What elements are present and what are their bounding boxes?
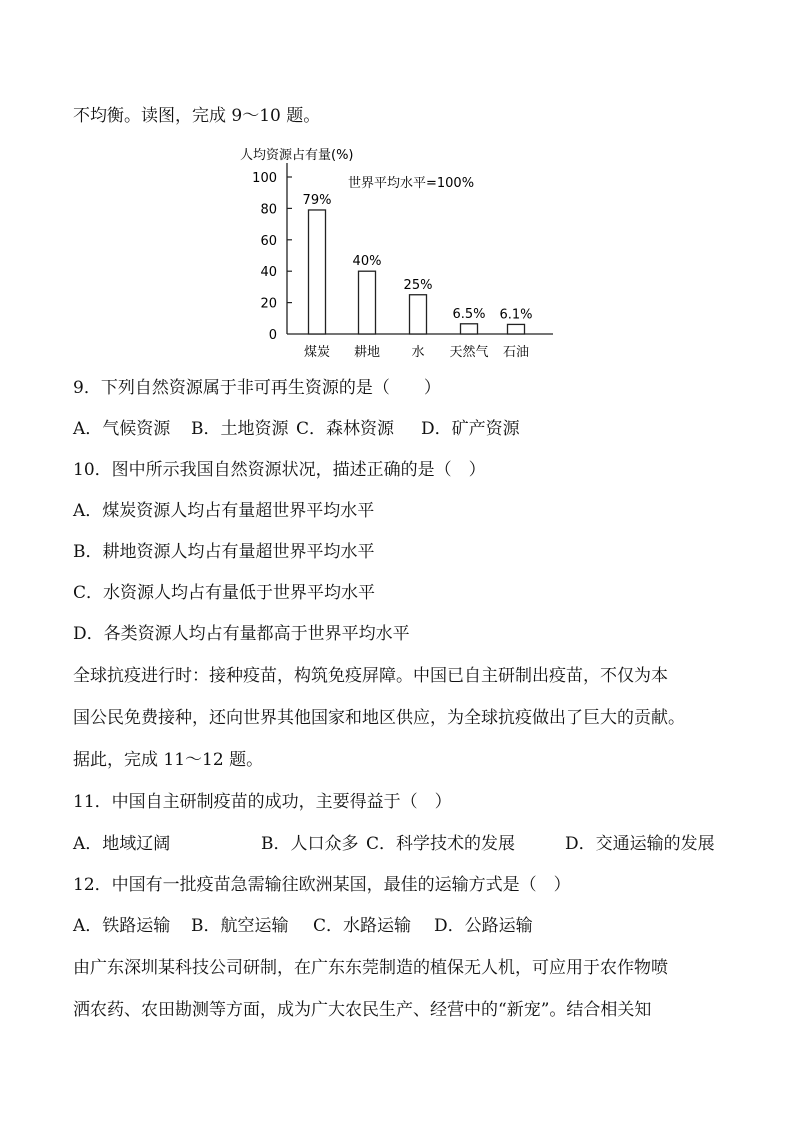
q12-option-c[interactable]: C．水路运输	[313, 916, 412, 936]
q9-option-b[interactable]: B．土地资源	[191, 419, 289, 439]
y-tick-label: 0	[268, 328, 277, 343]
q11-option-d[interactable]: D．交通运输的发展	[565, 834, 715, 854]
bar-石油	[508, 324, 525, 334]
bar-value-label: 40%	[352, 254, 382, 270]
y-tick-label: 80	[260, 202, 277, 218]
category-label: 耕地	[353, 345, 381, 360]
q12-stem: 12．中国有一批疫苗急需输往欧洲某国，最佳的运输方式是（ ）	[73, 875, 571, 895]
q12-option-a[interactable]: A．铁路运输	[73, 916, 171, 936]
category-label: 天然气	[449, 345, 489, 360]
q10-option-c[interactable]: C．水资源人均占有量低于世界平均水平	[73, 583, 376, 603]
q11-stem: 11．中国自主研制疫苗的成功，主要得益于（ ）	[73, 792, 452, 812]
y-tick-label: 20	[260, 296, 277, 312]
q11-option-c[interactable]: C．科学技术的发展	[366, 834, 516, 854]
q10-option-b[interactable]: B．耕地资源人均占有量超世界平均水平	[73, 542, 375, 562]
chart-ylabel: 人均资源占有量(%)	[240, 148, 354, 163]
passage2-line-3: 据此，完成 11～12 题。	[73, 750, 264, 770]
bar-value-label: 6.1%	[499, 307, 533, 323]
q9-stem: 9．下列自然资源属于非可再生资源的是（ ）	[73, 378, 441, 398]
intro-line: 不均衡。读图，完成 9～10 题。	[73, 106, 321, 126]
q9-option-a[interactable]: A．气候资源	[73, 419, 171, 439]
bar-煤炭	[309, 210, 326, 334]
q11-option-a[interactable]: A．地域辽阔	[73, 834, 171, 854]
q10-option-a[interactable]: A．煤炭资源人均占有量超世界平均水平	[73, 501, 375, 521]
resource-bar-chart	[230, 138, 570, 368]
q10-stem: 10．图中所示我国自然资源状况，描述正确的是（ ）	[73, 460, 486, 480]
passage2-line-2: 国公民免费接种，还向世界其他国家和地区供应，为全球抗疫做出了巨大的贡献。	[73, 708, 685, 728]
bar-value-label: 6.5%	[452, 306, 486, 322]
category-label: 石油	[502, 345, 530, 360]
bar-value-label: 79%	[302, 192, 332, 208]
y-tick-label: 60	[260, 233, 277, 249]
passage3-line-1: 由广东深圳某科技公司研制，在广东东莞制造的植保无人机，可应用于农作物喷	[73, 958, 668, 978]
q12-option-d[interactable]: D．公路运输	[434, 916, 533, 936]
chart-annotation: 世界平均水平=100%	[348, 176, 475, 191]
q11-option-b[interactable]: B．人口众多	[261, 834, 359, 854]
passage2-line-1: 全球抗疫进行时：接种疫苗，构筑免疫屏障。中国已自主研制出疫苗，不仅为本	[73, 666, 668, 686]
q9-option-d[interactable]: D．矿产资源	[421, 419, 520, 439]
bar-耕地	[359, 271, 376, 334]
y-tick-label: 40	[260, 265, 277, 281]
y-tick-label: 100	[252, 171, 277, 186]
bar-value-label: 25%	[403, 277, 433, 293]
q9-option-c[interactable]: C．森林资源	[296, 419, 395, 439]
passage3-line-2: 洒农药、农田勘测等方面，成为广大农民生产、经营中的“新宠”。结合相关知	[73, 1000, 652, 1020]
q10-option-d[interactable]: D．各类资源人均占有量都高于世界平均水平	[73, 624, 410, 644]
bar-天然气	[461, 324, 478, 334]
q12-option-b[interactable]: B．航空运输	[191, 916, 289, 936]
category-label: 煤炭	[303, 345, 331, 360]
bar-水	[410, 295, 427, 334]
category-label: 水	[411, 345, 425, 360]
